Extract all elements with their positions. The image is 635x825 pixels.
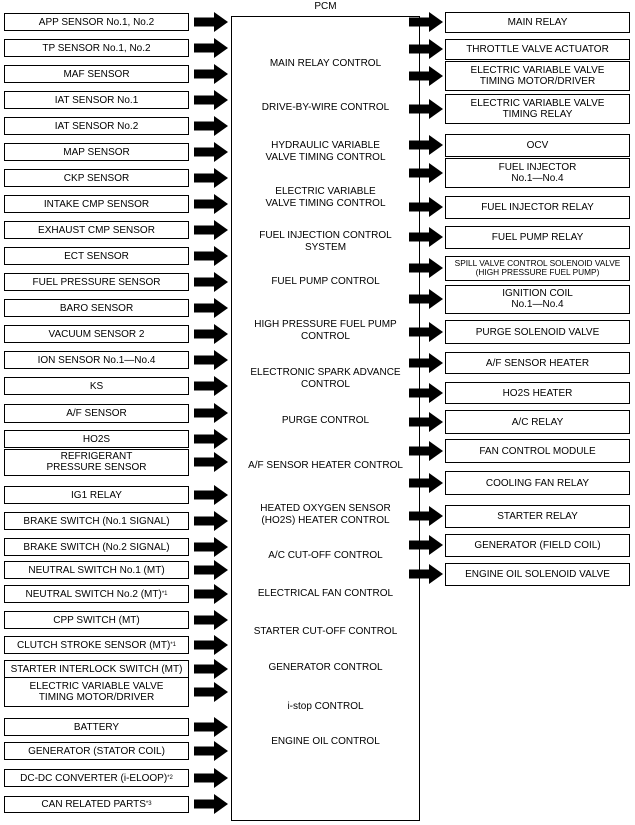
input-label: APP SENSOR No.1, No.2 <box>38 16 155 28</box>
output-device-box <box>445 196 630 219</box>
input-label: DC-DC CONVERTER (i-ELOOP) <box>20 772 168 784</box>
input-signal-box: CLUTCH STROKE SENSOR (MT) *1 <box>4 636 189 654</box>
pcm-control-function: HIGH PRESSURE FUEL PUMP CONTROL <box>254 319 397 342</box>
output-device-box <box>445 382 630 404</box>
input-signal-box: CAN RELATED PARTS *3 <box>4 796 189 813</box>
output-arrow-icon <box>409 258 443 278</box>
input-label: REFRIGERANT PRESSURE SENSOR <box>46 451 147 473</box>
input-signal-box <box>4 718 189 736</box>
input-label: BATTERY <box>73 721 120 733</box>
output-label: COOLING FAN RELAY <box>485 477 590 489</box>
input-label: FUEL PRESSURE SENSOR <box>32 276 161 288</box>
input-signal-box <box>4 538 189 556</box>
input-arrow-icon <box>194 168 228 188</box>
output-label: FAN CONTROL MODULE <box>479 445 596 457</box>
output-device-box <box>445 352 630 374</box>
input-arrow-icon <box>194 350 228 370</box>
output-arrow-icon <box>409 12 443 32</box>
input-signal-box <box>4 299 189 317</box>
input-signal-box <box>4 169 189 187</box>
input-arrow-icon <box>194 537 228 557</box>
input-label: CPP SWITCH (MT) <box>53 614 140 626</box>
input-signal-box <box>4 247 189 265</box>
pcm-control-function: PURGE CONTROL <box>281 415 370 426</box>
input-signal-box <box>4 143 189 161</box>
output-label: THROTTLE VALVE ACTUATOR <box>466 43 609 55</box>
output-label: ENGINE OIL SOLENOID VALVE <box>465 568 610 580</box>
input-label: A/F SENSOR <box>66 407 127 419</box>
output-device-box <box>445 12 630 33</box>
pcm-control-function: GENERATOR CONTROL <box>268 662 383 673</box>
pcm-title: PCM <box>314 1 337 12</box>
input-arrow-icon <box>194 116 228 136</box>
input-arrow-icon <box>194 610 228 630</box>
input-arrow-icon <box>194 717 228 737</box>
input-label: MAF SENSOR <box>63 68 130 80</box>
output-arrow-icon <box>409 39 443 59</box>
pcm-control-function: i-stop CONTROL <box>287 701 364 712</box>
input-arrow-icon <box>194 142 228 162</box>
input-label: KS <box>89 380 104 392</box>
input-arrow-icon <box>194 376 228 396</box>
input-label: IG1 RELAY <box>71 489 122 501</box>
input-arrow-icon <box>194 64 228 84</box>
input-label: HO2S <box>82 433 111 445</box>
pcm-control-function: ELECTRIC VARIABLE VALVE TIMING CONTROL <box>265 186 386 209</box>
input-label: CLUTCH STROKE SENSOR (MT) <box>16 639 171 651</box>
input-arrow-icon <box>194 511 228 531</box>
input-signal-box <box>4 325 189 343</box>
input-signal-box <box>4 430 189 448</box>
input-arrow-icon <box>194 324 228 344</box>
input-signal-box <box>4 13 189 31</box>
input-signal-box <box>4 486 189 504</box>
pcm-control-function: FUEL INJECTION CONTROL SYSTEM <box>259 230 392 253</box>
output-label: A/C RELAY <box>511 416 564 428</box>
pcm-control-function: HEATED OXYGEN SENSOR (HO2S) HEATER CONTROL <box>260 503 391 526</box>
output-device-box <box>445 410 630 434</box>
output-device-box <box>445 471 630 495</box>
input-arrow-icon <box>194 90 228 110</box>
input-arrow-icon <box>194 403 228 423</box>
input-arrow-icon <box>194 12 228 32</box>
input-arrow-icon <box>194 38 228 58</box>
input-signal-box <box>4 742 189 760</box>
output-arrow-icon <box>409 473 443 493</box>
output-label: OCV <box>526 139 549 151</box>
output-device-box <box>445 505 630 528</box>
output-device-box <box>445 226 630 249</box>
pcm-control-function: A/C CUT-OFF CONTROL <box>268 550 383 561</box>
pcm-control-function: ELECTRICAL FAN CONTROL <box>257 588 394 599</box>
output-device-box <box>445 320 630 344</box>
input-label: VACUUM SENSOR 2 <box>48 328 145 340</box>
input-label: ION SENSOR No.1—No.4 <box>37 354 156 366</box>
input-label: NEUTRAL SWITCH No.2 (MT) <box>25 588 162 600</box>
input-label: IAT SENSOR No.1 <box>54 94 139 106</box>
output-device-box <box>445 134 630 157</box>
pcm-control-function: A/F SENSOR HEATER CONTROL <box>248 460 403 471</box>
input-label: BARO SENSOR <box>59 302 134 314</box>
output-device-box <box>445 563 630 586</box>
input-signal-box <box>4 221 189 239</box>
output-label: ELECTRIC VARIABLE VALVE TIMING MOTOR/DRIVER <box>470 65 605 87</box>
input-arrow-icon <box>194 659 228 679</box>
input-signal-box <box>4 91 189 109</box>
input-signal-box <box>4 561 189 579</box>
pcm-control-function: ENGINE OIL CONTROL <box>271 736 380 747</box>
output-label: STARTER RELAY <box>497 510 578 522</box>
input-arrow-icon <box>194 485 228 505</box>
input-signal-box <box>4 39 189 57</box>
output-label: GENERATOR (FIELD COIL) <box>474 539 601 551</box>
input-label: BRAKE SWITCH (No.1 SIGNAL) <box>23 515 170 527</box>
output-arrow-icon <box>409 289 443 309</box>
input-arrow-icon <box>194 194 228 214</box>
input-arrow-icon <box>194 741 228 761</box>
output-device-box <box>445 439 630 463</box>
input-signal-box <box>4 660 189 678</box>
input-arrow-icon <box>194 682 228 702</box>
input-label: STARTER INTERLOCK SWITCH (MT) <box>10 663 183 675</box>
input-signal-box <box>4 65 189 83</box>
input-signal-box <box>4 449 189 476</box>
input-arrow-icon <box>194 560 228 580</box>
input-arrow-icon <box>194 768 228 788</box>
output-label: IGNITION COIL No.1—No.4 <box>502 288 573 310</box>
input-signal-box <box>4 677 189 707</box>
pcm-control-function: MAIN RELAY CONTROL <box>269 58 382 69</box>
output-arrow-icon <box>409 564 443 584</box>
input-signal-box <box>4 195 189 213</box>
output-label: FUEL INJECTOR RELAY <box>481 201 594 213</box>
input-signal-box <box>4 512 189 530</box>
output-device-box <box>445 39 630 60</box>
input-signal-box: DC-DC CONVERTER (i-ELOOP) *2 <box>4 769 189 787</box>
input-label: TP SENSOR No.1, No.2 <box>42 42 151 54</box>
output-label: HO2S HEATER <box>502 387 573 399</box>
input-label: ECT SENSOR <box>64 250 129 262</box>
pcm-control-function: ELECTRONIC SPARK ADVANCE CONTROL <box>250 367 401 390</box>
input-label: GENERATOR (STATOR COIL) <box>28 745 165 757</box>
input-arrow-icon <box>194 429 228 449</box>
output-arrow-icon <box>409 441 443 461</box>
pcm-control-function: HYDRAULIC VARIABLE VALVE TIMING CONTROL <box>265 140 386 163</box>
output-device-box <box>445 256 630 281</box>
input-label: CKP SENSOR <box>63 172 130 184</box>
output-device-box <box>445 61 630 91</box>
output-device-box <box>445 94 630 124</box>
pcm-control-function: FUEL PUMP CONTROL <box>271 276 380 287</box>
input-signal-box <box>4 273 189 291</box>
output-device-box <box>445 158 630 188</box>
input-arrow-icon <box>194 272 228 292</box>
pcm-control-function: DRIVE-BY-WIRE CONTROL <box>261 102 390 113</box>
input-label: MAP SENSOR <box>63 146 130 158</box>
output-label: PURGE SOLENOID VALVE <box>475 326 600 338</box>
input-label: CAN RELATED PARTS <box>41 798 146 810</box>
output-label: ELECTRIC VARIABLE VALVE TIMING RELAY <box>470 98 605 120</box>
input-arrow-icon <box>194 452 228 472</box>
input-label: BRAKE SWITCH (No.2 SIGNAL) <box>23 541 170 553</box>
output-label: A/F SENSOR HEATER <box>485 357 590 369</box>
output-label: FUEL PUMP RELAY <box>491 231 584 243</box>
input-label: NEUTRAL SWITCH No.1 (MT) <box>28 564 165 576</box>
input-arrow-icon <box>194 298 228 318</box>
input-label: INTAKE CMP SENSOR <box>43 198 150 210</box>
pcm-control-function: STARTER CUT-OFF CONTROL <box>253 626 398 637</box>
input-signal-box <box>4 404 189 423</box>
input-signal-box <box>4 611 189 629</box>
input-signal-box: NEUTRAL SWITCH No.2 (MT) *1 <box>4 585 189 603</box>
input-signal-box <box>4 351 189 369</box>
output-device-box <box>445 534 630 557</box>
input-arrow-icon <box>194 794 228 814</box>
input-arrow-icon <box>194 220 228 240</box>
input-arrow-icon <box>194 246 228 266</box>
output-label: SPILL VALVE CONTROL SOLENOID VALVE (HIGH PRESSURE FUEL PUMP) <box>454 257 621 277</box>
output-label: FUEL INJECTOR No.1—No.4 <box>498 162 577 184</box>
input-signal-box <box>4 117 189 135</box>
input-label: IAT SENSOR No.2 <box>54 120 139 132</box>
input-arrow-icon <box>194 584 228 604</box>
input-label: EXHAUST CMP SENSOR <box>38 224 155 236</box>
input-arrow-icon <box>194 635 228 655</box>
input-signal-box <box>4 377 189 395</box>
output-arrow-icon <box>409 163 443 183</box>
output-device-box <box>445 285 630 314</box>
output-label: MAIN RELAY <box>507 16 568 28</box>
input-label: ELECTRIC VARIABLE VALVE TIMING MOTOR/DRIVER <box>29 681 164 703</box>
